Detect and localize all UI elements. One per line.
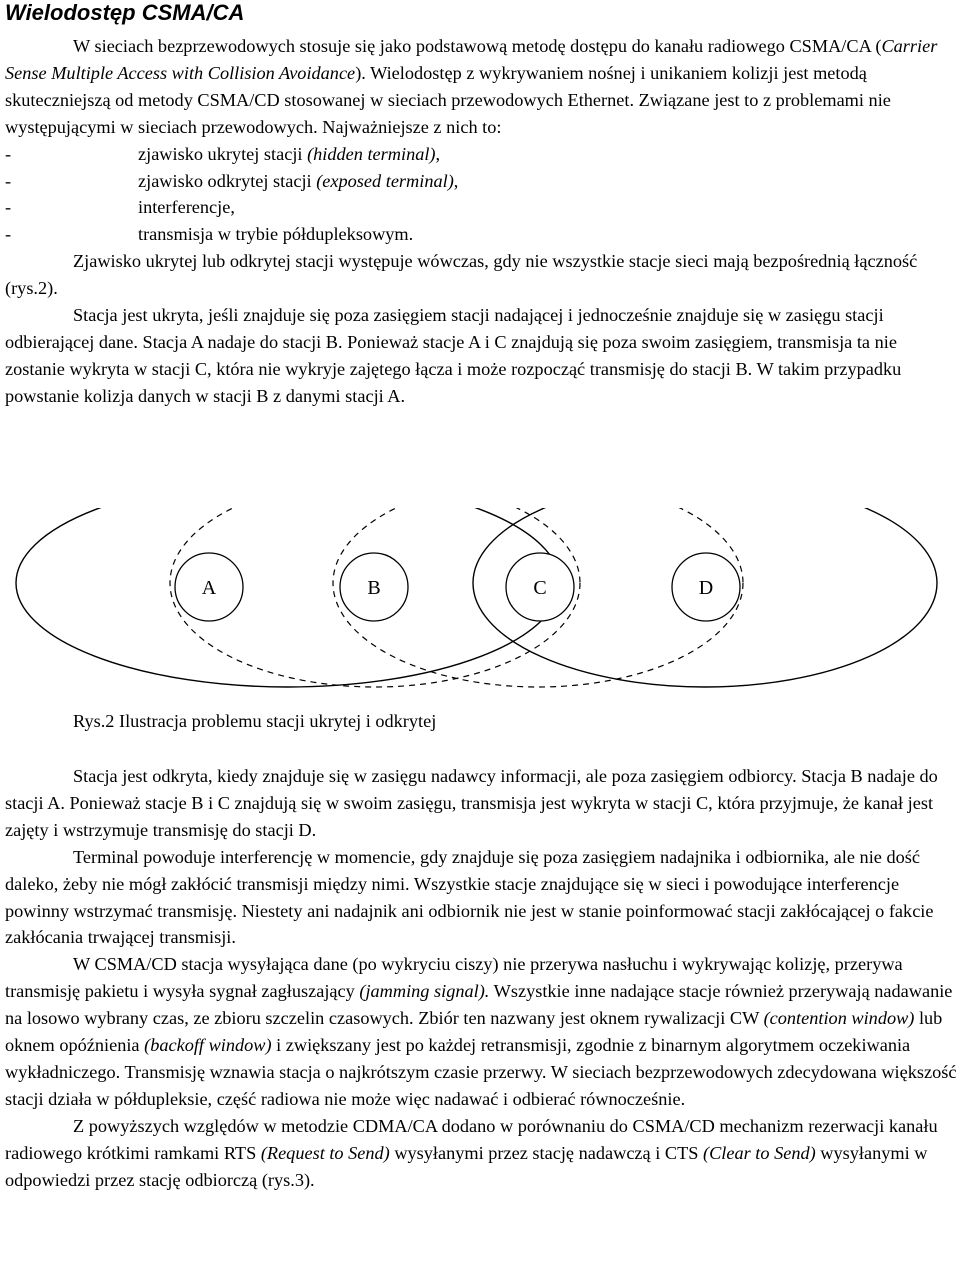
list-dash: -	[5, 224, 12, 245]
list-item	[5, 141, 960, 168]
list-item	[5, 168, 960, 195]
station-range-diagram	[0, 508, 960, 708]
station-d-label: D	[698, 577, 714, 599]
list-item	[5, 194, 960, 221]
list-item	[5, 221, 960, 248]
station-c-label: C	[533, 577, 547, 599]
intro-text-italic: Carrier Sense Multiple Access with Collision Avoidance	[5, 36, 938, 83]
list-item-text: interferencje,	[138, 197, 235, 218]
list-item-italic: (exposed terminal)	[316, 170, 454, 191]
page-title: Wielodostęp CSMA/CA	[5, 0, 245, 25]
list-item-end: ,	[453, 170, 459, 191]
intro-text-a: W sieciach bezprzewodowych stosuje się jako podstawową metodę dostępu do kanału radiowego CSMA/CA (	[73, 36, 882, 56]
figure-caption: Rys.2 Ilustracja problemu stacji ukrytej i odkrytej	[73, 711, 437, 731]
paragraph-6	[5, 951, 960, 1112]
station-b-label: B	[367, 577, 381, 599]
list-dash: -	[5, 143, 12, 164]
p6-italic-1: (jamming signal).	[359, 981, 490, 1002]
paragraph-2: Zjawisko ukrytej lub odkrytej stacji występuje wówczas, gdy nie wszystkie stacje sieci mają bezpośrednią łączność (rys.2).	[5, 251, 918, 299]
list-item-end: ,	[435, 143, 441, 164]
list-item-text: zjawisko odkrytej stacji	[138, 170, 317, 191]
text-body-top	[5, 33, 960, 410]
p6-italic-3: (backoff window)	[144, 1035, 272, 1056]
text-body-bottom	[5, 763, 960, 1194]
list-item-italic: (hidden terminal)	[307, 143, 436, 164]
intro-paragraph	[5, 33, 960, 141]
range-ellipse-a	[16, 508, 560, 687]
p6-text-c: lub oknem opóźnienia	[5, 1008, 943, 1056]
paragraph-5: Terminal powoduje interferencję w momencie, gdy znajduje się poza zasięgiem nadajnika i odbiornika, ale nie dość daleko, żeby nie mógł zakłócić transmisji między nimi. Wszystkie stacje znajdujące się w sieci i powodujące interferencje powinny wstrzymać transmisję. Niestety ani nadajnik ani odbiornik nie jest w stanie poinformować stacji zakłócającej o fakcie zakłócania trwającej transmisji.	[5, 846, 934, 948]
p7-italic-1: (Request to Send)	[260, 1142, 390, 1163]
station-a-label: A	[201, 577, 217, 599]
problem-list	[5, 141, 960, 249]
paragraph-3: Stacja jest ukryta, jeśli znajduje się poza zasięgiem stacji nadającej i jednocześnie znajduje się w zasięgu stacji odbierającej dane. Stacja A nadaje do stacji B. Ponieważ stacje A i C znajdują się poza swoim zasięgiem, transmisja ta nie zostanie wykryta w stacji C, która nie wykryje zajętego łącza i może rozpocząć transmisję do stacji B. W takim przypadku powstanie kolizja danych w stacji B z danymi stacji A.	[5, 305, 902, 406]
list-item-text: zjawisko ukrytej stacji	[138, 143, 308, 164]
p6-text-a: W CSMA/CD stacja wysyłająca dane (po wykryciu ciszy) nie przerywa nasłuchu i wykrywając kolizję, przerywa transmisję pakietu i wysyła sygnał zagłuszający	[5, 954, 903, 1002]
intro-text-b: ). Wielodostęp z wykrywaniem nośnej i unikaniem kolizji jest metodą skuteczniejszą od metody CSMA/CD stosowanej w sieciach przewodowych Ethernet. Związane jest to z problemami nie występującymi w sieciach przewodowych. Najważniejsze z nich to:	[5, 62, 891, 137]
p7-text-b: wysyłanymi przez stację nadawczą i CTS	[389, 1142, 703, 1163]
list-item-text: transmisja w trybie półdupleksowym.	[138, 224, 414, 245]
p7-text-a: Z powyższych względów w metodzie CDMA/CA dodano w porównaniu do CSMA/CD mechanizm rezerwacji kanału radiowego krótkimi ramkami RTS	[5, 1115, 938, 1163]
p7-italic-2: (Clear to Send)	[702, 1142, 816, 1163]
paragraph-7	[5, 1113, 960, 1194]
p6-italic-2: (contention window)	[763, 1008, 915, 1029]
list-dash: -	[5, 170, 12, 191]
p6-text-b: Wszystkie inne nadające stacje również przerywają nadawanie na losowo wybrany czas, ze zbioru szczelin czasowych. Zbiór ten nazwany jest oknem rywalizacji CW	[5, 981, 953, 1029]
p6-text-d: i zwiększany jest po każdej retransmisji, zgodnie z binarnym algorytmem oczekiwania wykładniczego. Transmisję wznawia stacja o najkrótszym czasie przerwy. W sieciach bezprzewodowych zdecydowana większość stacji działa w półdupleksie, część radiowa nie może więc nadawać i odbierać równocześnie.	[5, 1035, 957, 1109]
p7-text-c: wysyłanymi w odpowiedzi przez stację odbiorczą (rys.3).	[5, 1142, 928, 1190]
paragraph-4: Stacja jest odkryta, kiedy znajduje się w zasięgu nadawcy informacji, ale poza zasięgiem odbiorcy. Stacja B nadaje do stacji A. Ponieważ stacje B i C znajdują się w swoim zasięgu, transmisja jest wykryta w stacji C, która przyjmuje, że kanał jest zajęty i wstrzymuje transmisję do stacji D.	[5, 766, 938, 840]
list-dash: -	[5, 197, 12, 218]
